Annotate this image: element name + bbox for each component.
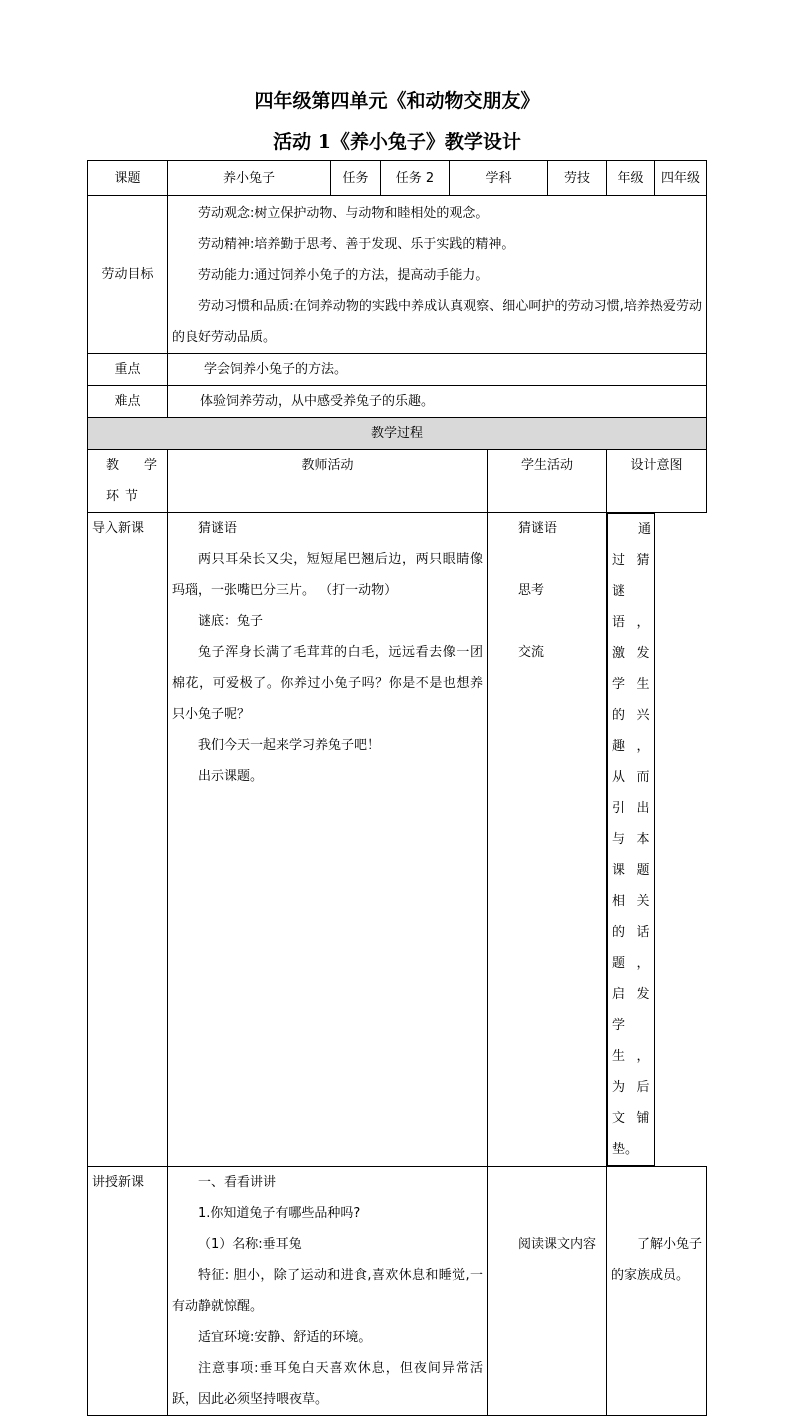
- intro-teacher-line: 两只耳朵长又尖，短短尾巴翘后边，两只眼睛像玛瑙，一张嘴巴分三片。 （打一动物）: [172, 552, 483, 598]
- grade-value: 四年级: [655, 161, 707, 196]
- subject-value: 劳技: [548, 161, 607, 196]
- label-task: 任务: [331, 161, 381, 196]
- intro-teacher-line: 我们今天一起来学习养兔子吧！: [198, 738, 381, 753]
- process-label: 教学过程: [88, 418, 707, 450]
- label-topic: 课题: [88, 161, 168, 196]
- label-grade: 年级: [607, 161, 655, 196]
- lecture-teacher-line: 适宜环境:安静、舒适的环境。: [198, 1330, 372, 1345]
- intro-student-line: 思考: [518, 583, 545, 598]
- goal-item: 劳动能力:通过饲养小兔子的方法，提高动手能力。: [198, 268, 489, 283]
- lecture-teacher-line: 特征: 胆小，除了运动和进食,喜欢休息和睡觉,一有动静就惊醒。: [172, 1268, 483, 1314]
- lecture-teacher-line: （1）名称:垂耳兔: [198, 1237, 302, 1252]
- difficulty-label: 难点: [88, 386, 168, 418]
- col-teacher: 教师活动: [168, 450, 488, 513]
- key-row: [88, 354, 707, 386]
- intro-student: [488, 513, 607, 1167]
- lecture-student-text: 阅读课文内容: [518, 1237, 597, 1252]
- task-value: 任务 2: [381, 161, 450, 196]
- intro-stage: 导入新课: [88, 513, 168, 1167]
- intro-teacher-line: 出示课题。: [198, 769, 264, 784]
- intro-row: [88, 513, 707, 1167]
- column-header-row: [88, 450, 707, 513]
- goal-item: 劳动观念:树立保护动物、与动物和睦相处的观念。: [198, 206, 489, 221]
- intro-teacher: [168, 513, 488, 1167]
- difficulty-row: [88, 386, 707, 418]
- lecture-teacher-line: 注意事项:垂耳兔白天喜欢休息，但夜间异常活跃，因此必须坚持喂夜草。: [172, 1361, 483, 1407]
- lecture-teacher: [168, 1167, 488, 1416]
- lecture-student: [488, 1167, 607, 1416]
- col-student: 学生活动: [488, 450, 607, 513]
- key-text: 学会饲养小兔子的方法。: [168, 354, 707, 386]
- key-label: 重点: [88, 354, 168, 386]
- process-row: [88, 418, 707, 450]
- intro-student-line: 猜谜语: [518, 521, 558, 536]
- goals-row: [88, 196, 707, 354]
- document-subtitle: 活动 1《养小兔子》教学设计: [273, 131, 521, 153]
- difficulty-text: 体验饲养劳动，从中感受养兔子的乐趣。: [168, 386, 707, 418]
- header-row: [88, 161, 707, 196]
- lecture-intent-text: 了解小兔子的家族成员。: [611, 1237, 703, 1283]
- intro-teacher-line: 猜谜语: [198, 521, 238, 536]
- label-subject: 学科: [450, 161, 548, 196]
- lecture-teacher-line: 一、看看讲讲: [198, 1175, 277, 1190]
- lecture-row: [88, 1167, 707, 1416]
- intro-intent: 通过猜谜语，激发学生的兴趣，从而引出与本课题相关的话题，启发学生，为后文铺垫。: [607, 513, 655, 1166]
- goals-label: 劳动目标: [88, 196, 168, 354]
- lecture-stage: 讲授新课: [88, 1167, 168, 1416]
- lecture-intent: [607, 1167, 707, 1416]
- goal-item: 劳动精神:培养勤于思考、善于发现、乐于实践的精神。: [198, 237, 515, 252]
- col-stage: 教 学 环节: [88, 450, 168, 513]
- lesson-plan-table: [87, 160, 707, 1416]
- intro-teacher-line: 兔子浑身长满了毛茸茸的白毛，远远看去像一团棉花，可爱极了。你养过小兔子吗？你是不是也想养只小兔子呢？: [172, 645, 483, 722]
- document-title: 四年级第四单元《和动物交朋友》: [254, 90, 540, 112]
- goal-item: 劳动习惯和品质:在饲养动物的实践中养成认真观察、细心呵护的劳动习惯,培养热爱劳动的良好劳动品质。: [172, 299, 703, 345]
- col-intent: 设计意图: [607, 450, 707, 513]
- topic-value: 养小兔子: [168, 161, 331, 196]
- intro-student-line: 交流: [518, 645, 545, 660]
- goals-content: [168, 196, 707, 354]
- intro-teacher-line: 谜底：兔子: [198, 614, 264, 629]
- lecture-teacher-line: 1.你知道兔子有哪些品种吗?: [198, 1206, 361, 1221]
